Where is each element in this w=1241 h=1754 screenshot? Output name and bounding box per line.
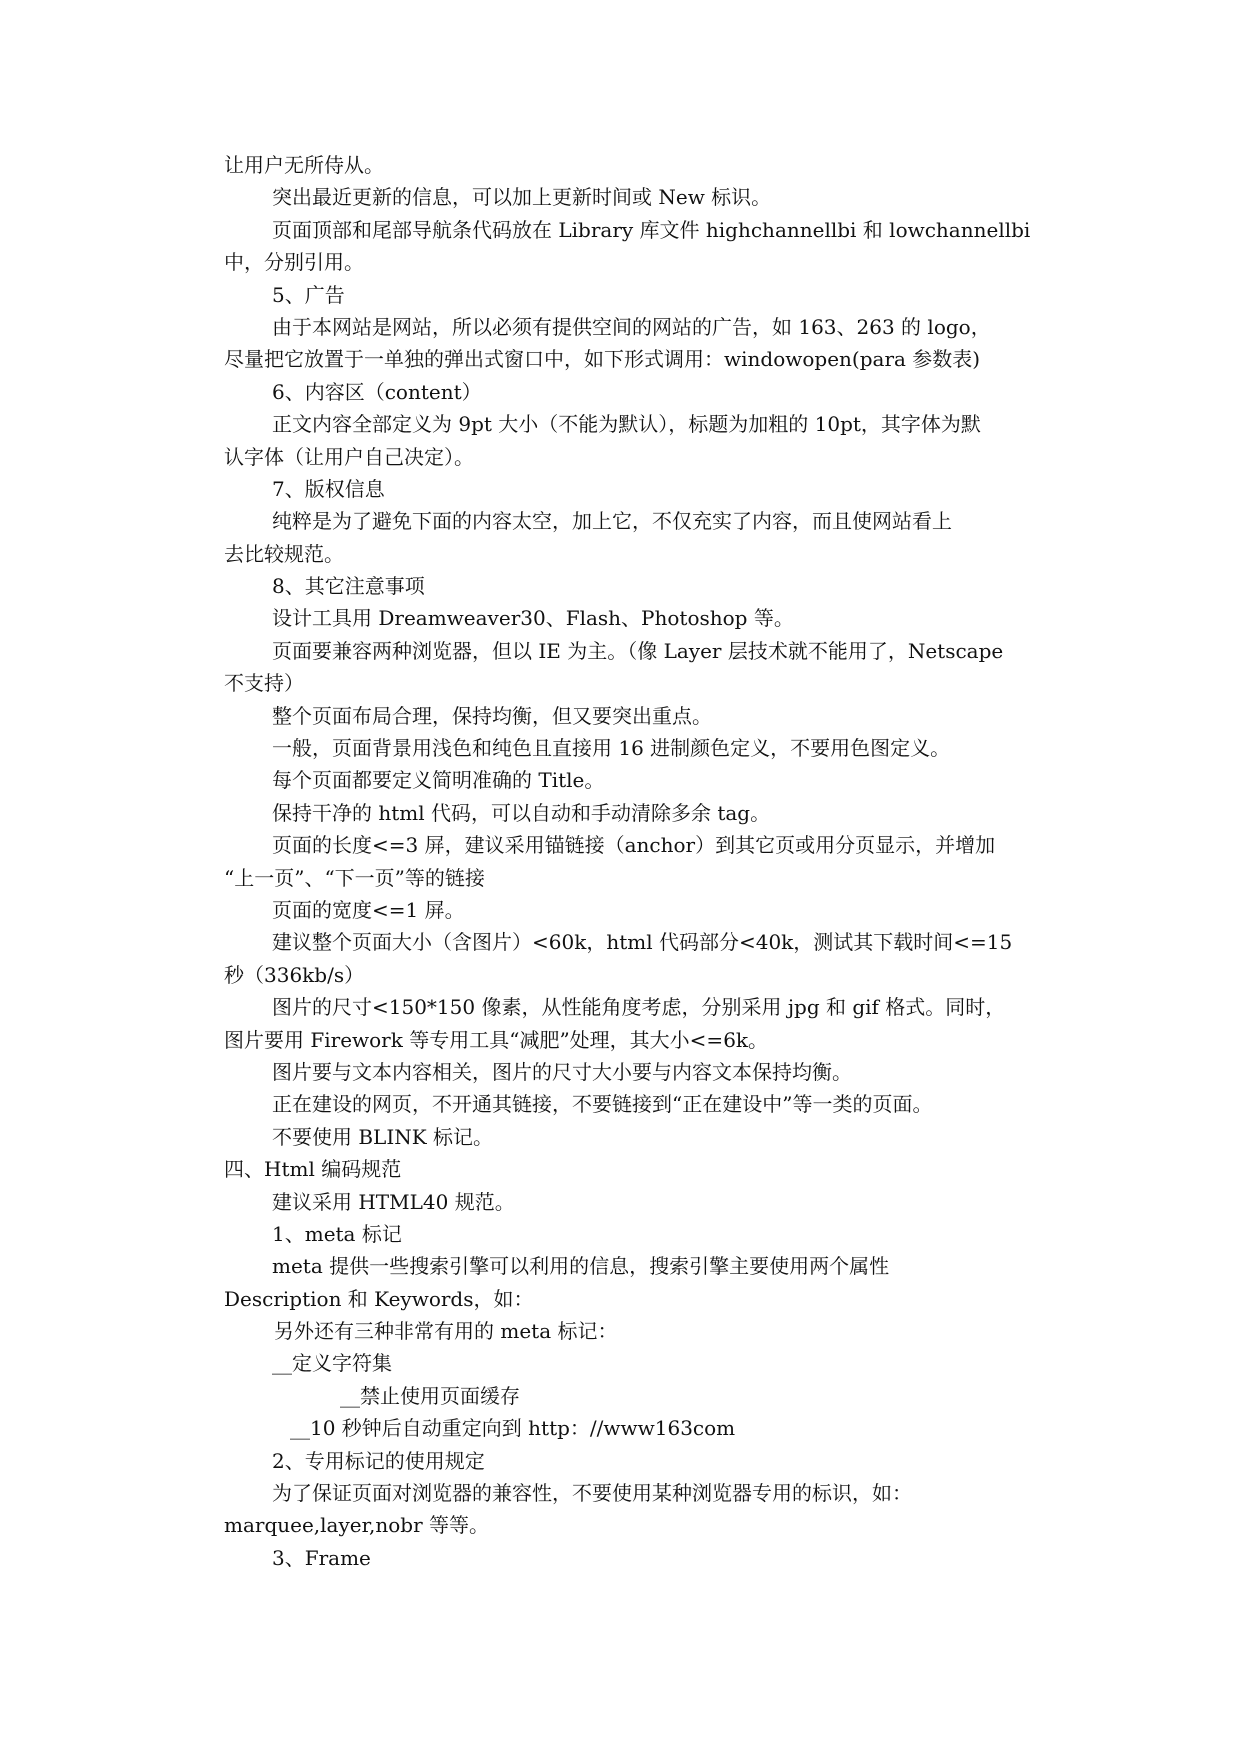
text-line: 正在建设的网页，不开通其链接，不要链接到“正在建设中”等一类的页面。 [272,1092,933,1117]
section-heading: 3、Frame [272,1545,371,1570]
document-page [224,149,1046,1574]
text-line: Description 和 Keywords，如： [224,1286,534,1311]
text-line: 由于本网站是网站，所以必须有提供空间的网站的广告，如 163、263 的 logo， [272,314,991,339]
section-heading: 1、meta 标记 [272,1221,402,1246]
section-heading: 6、内容区（content） [272,379,482,404]
text-line: 认字体（让用户自己决定）。 [224,444,474,469]
text-line: 正文内容全部定义为 9pt 大小（不能为默认），标题为加粗的 10pt，其字体为默 [272,412,981,437]
section-heading: 7、版权信息 [272,476,385,501]
text-line: marquee,layer,nobr 等等。 [224,1513,489,1538]
text-line: 另外还有三种非常有用的 meta 标记： [274,1319,618,1344]
text-line: __禁止使用页面缓存 [340,1383,520,1408]
text-line: 页面顶部和尾部导航条代码放在 Library 库文件 highchannellbi 和 lowchannellbi [272,217,1031,242]
section-heading: 5、广告 [272,282,345,307]
text-line: 突出最近更新的信息，可以加上更新时间或 New 标识。 [272,185,772,210]
text-line: 纯粹是为了避免下面的内容太空，加上它，不仅充实了内容，而且使网站看上 [272,509,952,534]
text-line: __10 秒钟后自动重定向到 http：//www163com [290,1416,736,1441]
text-line: 图片要与文本内容相关，图片的尺寸大小要与内容文本保持均衡。 [272,1059,852,1084]
text-line: __定义字符集 [272,1351,392,1376]
text-line: 每个页面都要定义简明准确的 Title。 [272,768,605,793]
text-line: 为了保证页面对浏览器的兼容性，不要使用某种浏览器专用的标识，如： [272,1481,912,1506]
text-line: 尽量把它放置于一单独的弹出式窗口中，如下形式调用：windowopen(para 参数表) [224,347,981,372]
text-line: 不要使用 BLINK 标记。 [272,1124,494,1149]
text-line: 让用户无所侍从。 [224,153,384,177]
text-line: 中，分别引用。 [224,250,364,275]
text-line: 页面的长度<=3 屏，建议采用锚链接（anchor）到其它页或用分页显示，并增加 [272,833,996,858]
text-line: 保持干净的 html 代码，可以自动和手动清除多余 tag。 [272,800,771,825]
text-line: 一般，页面背景用浅色和纯色且直接用 16 进制颜色定义，不要用色图定义。 [272,736,951,761]
text-line: 秒（336kb/s） [224,962,365,987]
text-line: 图片的尺寸<150*150 像素，从性能角度考虑，分别采用 jpg 和 gif 格式。同时， [272,995,1006,1020]
text-line: meta 提供一些搜索引擎可以利用的信息，搜索引擎主要使用两个属性 [272,1254,890,1279]
text-line: 设计工具用 Dreamweaver30、Flash、Photoshop 等。 [272,606,794,631]
text-line: 页面的宽度<=1 屏。 [272,897,465,922]
text-line: 建议采用 HTML40 规范。 [272,1189,515,1214]
text-line: 整个页面布局合理，保持均衡，但又要突出重点。 [272,703,712,728]
section-heading: 2、专用标记的使用规定 [272,1448,485,1473]
chapter-heading: 四、Html 编码规范 [224,1157,402,1182]
text-line: 去比较规范。 [224,541,344,566]
text-line: 不支持） [224,671,304,696]
section-heading: 8、其它注意事项 [272,574,425,599]
text-line: 图片要用 Firework 等专用工具“减肥”处理，其大小<=6k。 [224,1027,769,1052]
text-line: 建议整个页面大小（含图片）<60k，html 代码部分<40k，测试其下载时间<=15 [272,930,1013,955]
text-line: “上一页”、“下一页”等的链接 [224,865,485,890]
text-line: 页面要兼容两种浏览器，但以 IE 为主。（像 Layer 层技术就不能用了，Netscape [272,638,1004,663]
